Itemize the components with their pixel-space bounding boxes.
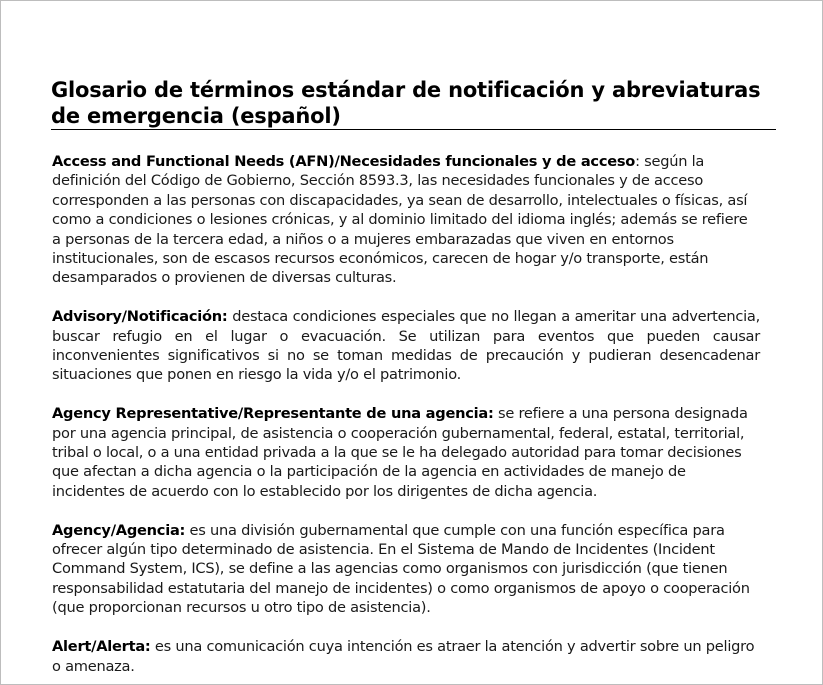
page-title: Glosario de términos estándar de notificación y abreviaturas de emergencia (español) <box>51 78 761 128</box>
entry-definition: destaca condiciones especiales que no llegan a ameritar una advertencia, buscar refugio en el lugar o evacuación. Se utilizan para eventos que pueden causar inconvenientes significativos si no se toman medidas de precaución y pudieran desencadenar situaciones que ponen en riesgo la vida y/o el patrimonio. <box>52 308 760 384</box>
entry-definition: se refiere a una persona designada por una agencia principal, de asistencia o cooperación gubernamental, federal, estatal, territorial, tribal o local, o a una entidad privada a la que se le ha delegado autoridad para tomar decisiones que afectan a dicha agencia o la participación de la agencia en actividades de manejo de incidentes de acuerdo con lo establecido por los dirigentes de dicha agencia. <box>52 405 748 500</box>
entry-term: Advisory/Notificación: <box>52 308 228 326</box>
entry-definition: es una división gubernamental que cumple con una función específica para ofrecer algún tipo determinado de asistencia. En el Sistema de Mando de Incidentes (Incident Command System, ICS), se define a las agencias como organismos con jurisdicción (que tienen responsabilidad estatutaria del manejo de incidentes) o como organismos de apoyo o cooperación (que proporcionan recursos u otro tipo de asistencia). <box>52 521 750 617</box>
glossary-content <box>52 152 760 685</box>
glossary-entry-agency <box>52 521 760 618</box>
entry-separator: : <box>635 153 645 170</box>
glossary-entry-agency-representative <box>52 404 760 501</box>
glossary-entry-afn <box>52 152 760 288</box>
entry-term: Access and Functional Needs (AFN)/Necesidades funcionales y de acceso <box>52 153 636 170</box>
title-divider <box>51 129 776 130</box>
entry-definition: según la definición del Código de Gobierno, Sección 8593.3, las necesidades funcionales y de acceso corresponden a las personas con discapacidades, ya sean de desarrollo, intelectuales o físicas, así como a condiciones o lesiones crónicas, y al dominio limitado del idioma inglés; además se refiere a personas de la tercera edad, a niños o a mujeres embarazadas que viven en entornos institucionales, son de escasos recursos económicos, carecen de hogar y/o transporte, están desamparados o provienen de diversas culturas. <box>52 153 748 287</box>
glossary-entry-advisory <box>52 307 760 385</box>
entry-term: Agency Representative/Representante de una agencia: <box>52 405 494 423</box>
entry-definition: es una comunicación cuya intención es atraer la atención y advertir sobre un peligro o amenaza. <box>52 638 755 675</box>
entry-term: Agency/Agencia: <box>52 521 186 539</box>
entry-term: Alert/Alerta: <box>52 638 151 656</box>
glossary-entry-alert <box>52 637 760 676</box>
